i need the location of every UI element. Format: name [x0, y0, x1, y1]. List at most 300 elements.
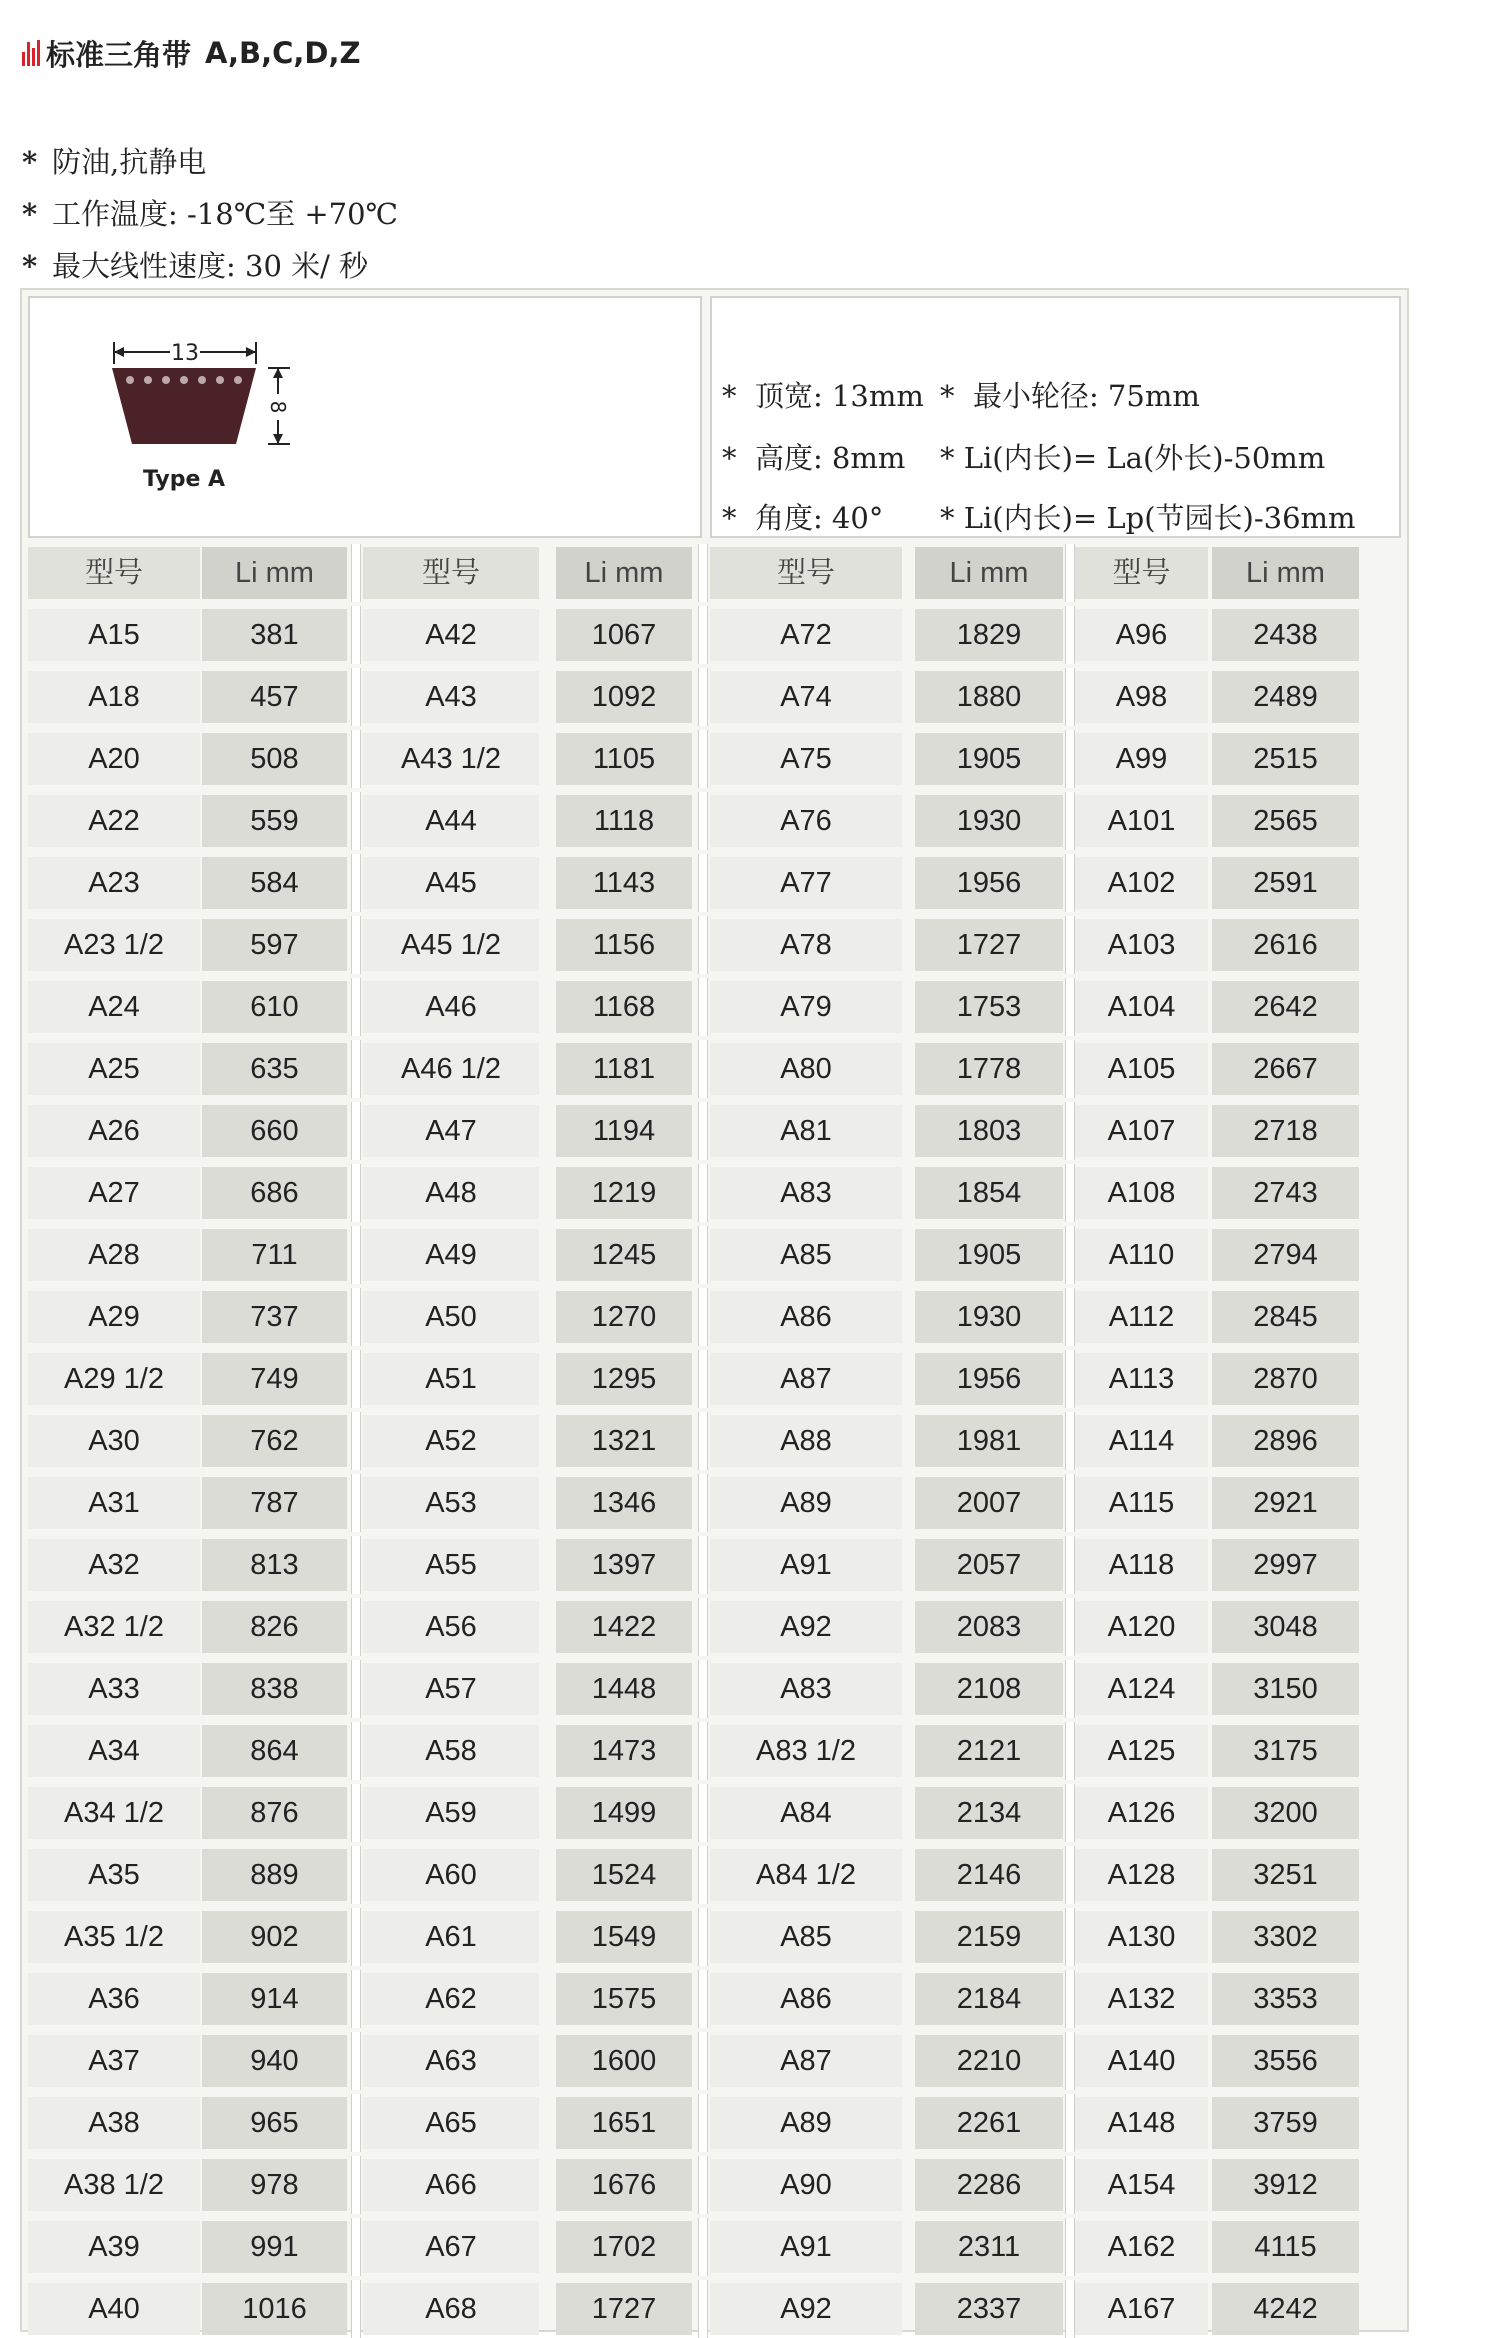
table-row [22, 1288, 1407, 1346]
model-cell: A89 [710, 2097, 902, 2149]
length-cell: 2743 [1212, 1167, 1359, 1219]
model-cell: A58 [363, 1725, 539, 1777]
column-group-divider [1065, 1474, 1075, 1532]
length-cell: 2845 [1212, 1291, 1359, 1343]
column-group-divider [698, 2280, 708, 2338]
column-group-divider [351, 1970, 361, 2028]
spec-top-width: * 顶宽: 13mm [722, 379, 924, 413]
model-cell: A25 [28, 1043, 200, 1095]
model-cell: A85 [710, 1229, 902, 1281]
belt-type-label: Type A [142, 467, 226, 492]
column-group-divider [351, 2156, 361, 2214]
length-cell: 978 [202, 2159, 347, 2211]
column-header-model: 型号 [28, 547, 200, 599]
model-cell: A33 [28, 1663, 200, 1715]
column-group-divider [1065, 854, 1075, 912]
model-cell: A104 [1075, 981, 1208, 1033]
length-cell: 3175 [1212, 1725, 1359, 1777]
length-cell: 889 [202, 1849, 347, 1901]
length-cell: 2286 [915, 2159, 1063, 2211]
model-cell: A92 [710, 2283, 902, 2335]
length-cell: 1702 [556, 2221, 692, 2273]
column-group-divider [698, 1536, 708, 1594]
column-group-divider [1065, 1102, 1075, 1160]
model-cell: A148 [1075, 2097, 1208, 2149]
model-cell: A90 [710, 2159, 902, 2211]
column-group-divider [698, 1970, 708, 2028]
length-cell: 1143 [556, 857, 692, 909]
column-header-model: 型号 [363, 547, 539, 599]
model-cell: A42 [363, 609, 539, 661]
table-row [22, 1660, 1407, 1718]
model-cell: A62 [363, 1973, 539, 2025]
column-group-divider [698, 1784, 708, 1842]
model-cell: A29 1/2 [28, 1353, 200, 1405]
table-row [22, 1474, 1407, 1532]
table-row [22, 1102, 1407, 1160]
model-cell: A56 [363, 1601, 539, 1653]
column-group-divider [1065, 2218, 1075, 2276]
model-cell: A45 1/2 [363, 919, 539, 971]
column-group-divider [698, 2218, 708, 2276]
length-cell: 660 [202, 1105, 347, 1157]
model-cell: A130 [1075, 1911, 1208, 1963]
length-cell: 1803 [915, 1105, 1063, 1157]
spec-min-pulley: * 最小轮径: 75mm [940, 379, 1200, 413]
column-group-divider [698, 2032, 708, 2090]
length-cell: 1105 [556, 733, 692, 785]
column-group-divider [351, 1412, 361, 1470]
model-cell: A83 [710, 1167, 902, 1219]
column-group-divider [351, 1536, 361, 1594]
length-cell: 635 [202, 1043, 347, 1095]
length-cell: 991 [202, 2221, 347, 2273]
column-group-divider [1065, 1846, 1075, 1904]
model-cell: A66 [363, 2159, 539, 2211]
length-cell: 762 [202, 1415, 347, 1467]
column-group-divider [1065, 1350, 1075, 1408]
length-cell: 1880 [915, 671, 1063, 723]
model-cell: A27 [28, 1167, 200, 1219]
column-header-model: 型号 [710, 547, 902, 599]
length-cell: 1321 [556, 1415, 692, 1467]
column-group-divider [698, 978, 708, 1036]
table-row [22, 2032, 1407, 2090]
feature-list [22, 136, 398, 292]
column-header-length: Li mm [1212, 547, 1359, 599]
column-group-divider [351, 916, 361, 974]
length-cell: 3759 [1212, 2097, 1359, 2149]
column-group-divider [1065, 544, 1075, 602]
column-header-length: Li mm [202, 547, 347, 599]
length-cell: 1956 [915, 857, 1063, 909]
column-group-divider [1065, 1412, 1075, 1470]
column-group-divider [1065, 1040, 1075, 1098]
model-cell: A47 [363, 1105, 539, 1157]
model-cell: A38 1/2 [28, 2159, 200, 2211]
column-group-divider [351, 1164, 361, 1222]
column-group-divider [698, 1722, 708, 1780]
model-cell: A40 [28, 2283, 200, 2335]
length-cell: 3556 [1212, 2035, 1359, 2087]
column-group-divider [351, 2218, 361, 2276]
column-group-divider [1065, 2094, 1075, 2152]
length-cell: 1194 [556, 1105, 692, 1157]
column-group-divider [698, 2094, 708, 2152]
column-group-divider [1065, 1908, 1075, 1966]
page-title [22, 28, 361, 78]
column-group-divider [351, 606, 361, 664]
table-row [22, 1536, 1407, 1594]
model-cell: A67 [363, 2221, 539, 2273]
model-cell: A36 [28, 1973, 200, 2025]
length-cell: 749 [202, 1353, 347, 1405]
length-cell: 2489 [1212, 671, 1359, 723]
length-cell: 2210 [915, 2035, 1063, 2087]
model-cell: A59 [363, 1787, 539, 1839]
column-group-divider [351, 1660, 361, 1718]
table-row [22, 2280, 1407, 2338]
spec-height: * 高度: 8mm [722, 441, 906, 475]
feature-item: * 防油,抗静电 [22, 136, 398, 188]
spec-angle: * 角度: 40° [722, 501, 884, 535]
model-cell: A22 [28, 795, 200, 847]
length-cell: 711 [202, 1229, 347, 1281]
length-cell: 1727 [556, 2283, 692, 2335]
column-group-divider [1065, 2280, 1075, 2338]
length-cell: 2667 [1212, 1043, 1359, 1095]
length-cell: 2007 [915, 1477, 1063, 1529]
length-cell: 508 [202, 733, 347, 785]
belt-diagram-box [28, 296, 702, 538]
model-cell: A101 [1075, 795, 1208, 847]
feature-item: * 工作温度: -18℃至 +70℃ [22, 188, 398, 240]
column-group-divider [1065, 606, 1075, 664]
model-cell: A84 [710, 1787, 902, 1839]
title-text: 标准三角带 [46, 37, 192, 72]
length-cell: 1905 [915, 733, 1063, 785]
feature-item: * 最大线性速度: 30 米/ 秒 [22, 240, 398, 292]
column-group-divider [1065, 978, 1075, 1036]
model-cell: A53 [363, 1477, 539, 1529]
length-cell: 2261 [915, 2097, 1063, 2149]
column-group-divider [698, 668, 708, 726]
column-group-divider [698, 1226, 708, 1284]
model-cell: A83 1/2 [710, 1725, 902, 1777]
length-cell: 3150 [1212, 1663, 1359, 1715]
model-cell: A29 [28, 1291, 200, 1343]
column-group-divider [698, 1164, 708, 1222]
model-cell: A61 [363, 1911, 539, 1963]
length-cell: 1549 [556, 1911, 692, 1963]
column-group-divider [351, 854, 361, 912]
length-cell: 1499 [556, 1787, 692, 1839]
column-group-divider [351, 1102, 361, 1160]
table-header-row [22, 544, 1407, 602]
model-cell: A78 [710, 919, 902, 971]
length-cell: 1397 [556, 1539, 692, 1591]
spec-li-la: * Li(内长)= La(外长)-50mm [940, 441, 1326, 475]
length-cell: 2438 [1212, 609, 1359, 661]
model-cell: A75 [710, 733, 902, 785]
model-cell: A108 [1075, 1167, 1208, 1219]
length-cell: 2121 [915, 1725, 1063, 1777]
model-cell: A35 [28, 1849, 200, 1901]
model-cell: A79 [710, 981, 902, 1033]
table-row [22, 668, 1407, 726]
column-header-length: Li mm [556, 547, 692, 599]
length-cell: 1956 [915, 1353, 1063, 1405]
model-cell: A23 1/2 [28, 919, 200, 971]
length-cell: 2083 [915, 1601, 1063, 1653]
width-dimension-label: 13 [171, 341, 199, 366]
column-group-divider [698, 1102, 708, 1160]
length-cell: 2057 [915, 1539, 1063, 1591]
model-cell: A98 [1075, 671, 1208, 723]
bullet-star-icon: * [22, 145, 38, 179]
model-cell: A99 [1075, 733, 1208, 785]
length-cell: 1016 [202, 2283, 347, 2335]
model-cell: A52 [363, 1415, 539, 1467]
column-group-divider [1065, 916, 1075, 974]
brand-bars-icon [22, 40, 40, 66]
column-group-divider [1065, 2156, 1075, 2214]
model-cell: A154 [1075, 2159, 1208, 2211]
length-cell: 1448 [556, 1663, 692, 1715]
table-row [22, 1722, 1407, 1780]
table-row [22, 1970, 1407, 2028]
bullet-star-icon: * [22, 249, 38, 283]
length-cell: 1727 [915, 919, 1063, 971]
length-cell: 457 [202, 671, 347, 723]
model-cell: A87 [710, 2035, 902, 2087]
model-cell: A105 [1075, 1043, 1208, 1095]
belt-specs-box [710, 296, 1401, 538]
model-cell: A91 [710, 2221, 902, 2273]
model-cell: A60 [363, 1849, 539, 1901]
length-cell: 1156 [556, 919, 692, 971]
column-group-divider [1065, 1598, 1075, 1656]
model-cell: A84 1/2 [710, 1849, 902, 1901]
column-group-divider [351, 2094, 361, 2152]
model-cell: A162 [1075, 2221, 1208, 2273]
length-cell: 1651 [556, 2097, 692, 2149]
length-cell: 1092 [556, 671, 692, 723]
length-cell: 2616 [1212, 919, 1359, 971]
length-cell: 1778 [915, 1043, 1063, 1095]
model-cell: A44 [363, 795, 539, 847]
length-cell: 2184 [915, 1973, 1063, 2025]
column-group-divider [351, 1474, 361, 1532]
column-group-divider [698, 916, 708, 974]
table-row [22, 2156, 1407, 2214]
column-group-divider [351, 1846, 361, 1904]
length-cell: 584 [202, 857, 347, 909]
length-cell: 2337 [915, 2283, 1063, 2335]
model-cell: A140 [1075, 2035, 1208, 2087]
column-group-divider [1065, 1784, 1075, 1842]
table-row [22, 606, 1407, 664]
length-cell: 1930 [915, 795, 1063, 847]
model-cell: A102 [1075, 857, 1208, 909]
length-cell: 2997 [1212, 1539, 1359, 1591]
column-group-divider [351, 1908, 361, 1966]
model-cell: A132 [1075, 1973, 1208, 2025]
model-cell: A85 [710, 1911, 902, 1963]
length-cell: 1067 [556, 609, 692, 661]
model-cell: A43 1/2 [363, 733, 539, 785]
column-group-divider [351, 978, 361, 1036]
model-cell: A72 [710, 609, 902, 661]
length-cell: 1524 [556, 1849, 692, 1901]
model-cell: A83 [710, 1663, 902, 1715]
column-header-length: Li mm [915, 547, 1063, 599]
model-cell: A96 [1075, 609, 1208, 661]
length-cell: 2515 [1212, 733, 1359, 785]
table-row [22, 1412, 1407, 1470]
length-cell: 2718 [1212, 1105, 1359, 1157]
length-cell: 4242 [1212, 2283, 1359, 2335]
column-group-divider [698, 606, 708, 664]
table-row [22, 1226, 1407, 1284]
length-cell: 1422 [556, 1601, 692, 1653]
length-cell: 813 [202, 1539, 347, 1591]
length-cell: 686 [202, 1167, 347, 1219]
column-group-divider [351, 1784, 361, 1842]
length-cell: 3353 [1212, 1973, 1359, 2025]
column-group-divider [1065, 1536, 1075, 1594]
column-group-divider [1065, 1226, 1075, 1284]
model-cell: A30 [28, 1415, 200, 1467]
column-group-divider [698, 1908, 708, 1966]
model-cell: A38 [28, 2097, 200, 2149]
length-cell: 1168 [556, 981, 692, 1033]
model-cell: A63 [363, 2035, 539, 2087]
spec-li-lp: * Li(内长)= Lp(节园长)-36mm [940, 501, 1356, 535]
length-cell: 1905 [915, 1229, 1063, 1281]
model-cell: A18 [28, 671, 200, 723]
length-cell: 965 [202, 2097, 347, 2149]
length-cell: 902 [202, 1911, 347, 1963]
model-cell: A24 [28, 981, 200, 1033]
length-cell: 1829 [915, 609, 1063, 661]
length-cell: 1118 [556, 795, 692, 847]
column-group-divider [351, 1598, 361, 1656]
column-group-divider [698, 2156, 708, 2214]
length-cell: 838 [202, 1663, 347, 1715]
column-group-divider [698, 730, 708, 788]
table-row [22, 1846, 1407, 1904]
model-cell: A113 [1075, 1353, 1208, 1405]
model-cell: A91 [710, 1539, 902, 1591]
length-cell: 2311 [915, 2221, 1063, 2273]
table-row [22, 854, 1407, 912]
model-cell: A167 [1075, 2283, 1208, 2335]
length-cell: 940 [202, 2035, 347, 2087]
table-row [22, 2094, 1407, 2152]
model-cell: A43 [363, 671, 539, 723]
column-group-divider [351, 544, 361, 602]
length-cell: 1219 [556, 1167, 692, 1219]
length-cell: 826 [202, 1601, 347, 1653]
model-cell: A35 1/2 [28, 1911, 200, 1963]
model-cell: A112 [1075, 1291, 1208, 1343]
column-group-divider [1065, 1660, 1075, 1718]
model-cell: A20 [28, 733, 200, 785]
model-cell: A125 [1075, 1725, 1208, 1777]
length-cell: 1245 [556, 1229, 692, 1281]
length-cell: 1473 [556, 1725, 692, 1777]
column-group-divider [1065, 668, 1075, 726]
model-cell: A28 [28, 1229, 200, 1281]
column-group-divider [351, 1350, 361, 1408]
model-cell: A57 [363, 1663, 539, 1715]
column-group-divider [1065, 1164, 1075, 1222]
model-cell: A103 [1075, 919, 1208, 971]
length-cell: 2921 [1212, 1477, 1359, 1529]
column-group-divider [351, 2280, 361, 2338]
column-group-divider [698, 544, 708, 602]
length-cell: 1676 [556, 2159, 692, 2211]
table-row [22, 1350, 1407, 1408]
model-cell: A55 [363, 1539, 539, 1591]
model-cell: A124 [1075, 1663, 1208, 1715]
table-row [22, 916, 1407, 974]
length-cell: 2146 [915, 1849, 1063, 1901]
column-group-divider [698, 854, 708, 912]
table-row [22, 1598, 1407, 1656]
model-cell: A32 [28, 1539, 200, 1591]
length-cell: 381 [202, 609, 347, 661]
model-cell: A107 [1075, 1105, 1208, 1157]
model-cell: A115 [1075, 1477, 1208, 1529]
title-suffix: A,B,C,D,Z [205, 36, 361, 70]
model-cell: A114 [1075, 1415, 1208, 1467]
column-group-divider [1065, 1722, 1075, 1780]
model-cell: A65 [363, 2097, 539, 2149]
table-row [22, 1164, 1407, 1222]
length-cell: 1981 [915, 1415, 1063, 1467]
model-cell: A45 [363, 857, 539, 909]
model-cell: A86 [710, 1973, 902, 2025]
table-row [22, 792, 1407, 850]
column-group-divider [698, 792, 708, 850]
length-cell: 2794 [1212, 1229, 1359, 1281]
model-cell: A48 [363, 1167, 539, 1219]
column-group-divider [351, 2032, 361, 2090]
column-group-divider [1065, 1288, 1075, 1346]
length-cell: 1600 [556, 2035, 692, 2087]
length-cell: 2159 [915, 1911, 1063, 1963]
model-cell: A31 [28, 1477, 200, 1529]
model-cell: A120 [1075, 1601, 1208, 1653]
model-cell: A37 [28, 2035, 200, 2087]
length-cell: 2134 [915, 1787, 1063, 1839]
column-group-divider [351, 792, 361, 850]
column-group-divider [698, 1474, 708, 1532]
column-group-divider [351, 1040, 361, 1098]
model-cell: A92 [710, 1601, 902, 1653]
length-cell: 559 [202, 795, 347, 847]
length-cell: 787 [202, 1477, 347, 1529]
model-cell: A80 [710, 1043, 902, 1095]
table-row [22, 2218, 1407, 2276]
model-cell: A39 [28, 2221, 200, 2273]
table-row [22, 1784, 1407, 1842]
column-group-divider [698, 1412, 708, 1470]
length-cell: 2642 [1212, 981, 1359, 1033]
column-header-model: 型号 [1075, 547, 1208, 599]
